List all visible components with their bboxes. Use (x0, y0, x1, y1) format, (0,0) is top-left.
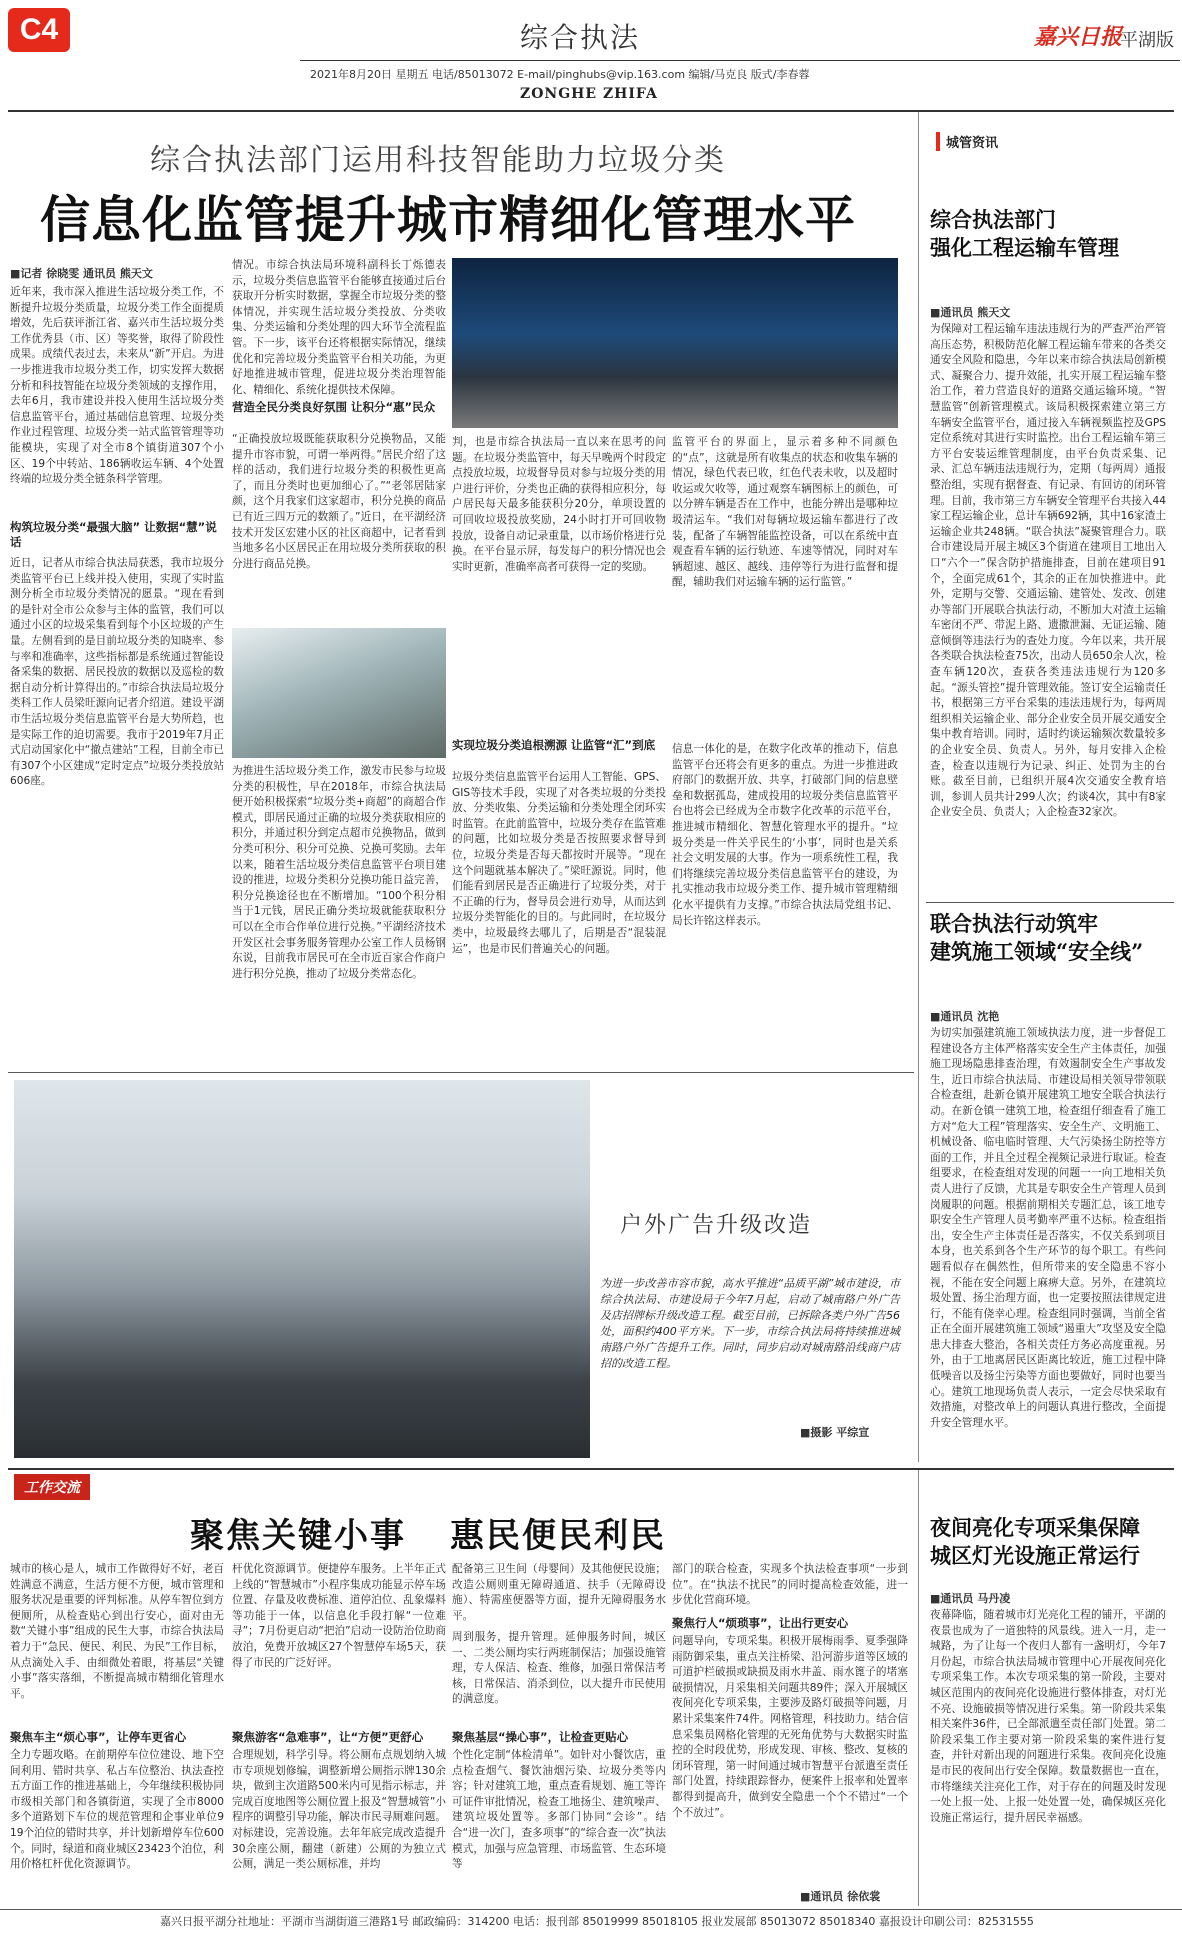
garbage-station-photo (232, 628, 446, 758)
sidebar-story3-byline: ■通讯员 马丹凌 (930, 1592, 1011, 1605)
main-col2: 情况。市综合执法局环境科副科长丁烁德表示，垃圾分类信息监管平台能够直接通过后台获取开分析实时数据，掌握全市垃圾分类的整体情况，并实现生活垃圾分类投放、分类收集、分类运输和分类处理的四大环节全流程监管。下一步，该平台还将根据实际情况，继续优化和完善垃圾分类监管平台相关功能，为更好地推进城市管理，促进垃圾分类治理智能化、精细化、系统化提供技术保障。 (232, 259, 446, 396)
bottom-col2: 杆优化资源调节。便捷停车服务。上半年正式上线的“智慧城市”小程序集成功能显示停车场位置、存量及收费标准、道停泊位、乱象爆料等功能于一体，以信息化手段打解“一位难寻”；7月份更启动“把泊”启动一设防治位助商放泊，免费开放城区27个智慧停车场5天，获得了市民的广泛好评。 (232, 1563, 446, 1669)
sidebar-story1-body: 为保障对工程运输车违法违规行为的严查严治严管高压态势，积极防范化解工程运输车带来的各类交通安全风险和隐患，今年以来市综合执法局创新模式、凝聚合力、提升效能，扎实开展工程运输车整治工作，着力营造良好的道路交通运输环境。“智慧监管”创新管理模式。该局积极探索建立第三方车辆安全监管平台，通过接入车辆视频监控及GPS定位系统对其进行实时监控。出台工程运输车第三方平台安装运维管理制度，由平台负责采集、记录、汇总车辆违法违规行为，定期（每两周）通报整治组，实现有据督查、有记录、有回访的闭环管理。目前，我市第三方车辆安全管理平台共接入44家工程运输企业，总计车辆692辆，其中16家渣土运输企业共248辆。“联合执法”凝聚管理合力。联合市建设局开展主城区3个街道在建项目工地出入口“六个一”保含防护措施排查，目前在建项目91个，全面完成61个，其余的正在加快推进中。此外，定期与交警、交通运输、建管处、发改、创建办等部门开展联合执法行动，不断加大对渣土运输车密闭不严、带泥上路、遗撒泄漏、无证运输、随意倾倒等违法行为的查处力度。今年以来，共开展各类联合执法检查75次，出动人员650余人次，检查车辆120次，查获各类违法违规行为120多起。“源头管控”提升管理效能。签订安全运输责任书，根据第三方平台采集的违法违规行为，每两周组织相关运输企业、部分企业安全员开展交通安全集中教育培训。同时，适时约谈运输频次数量较多的企业安全员、负责人。另外，每月安排入企检查，检查以违规行为记录、纠正、处罚为主的台账。截至目前，已组织开展4次交通安全教育培训，参训人员共计299人次；约谈4次，其中有8家企业安全员、负责人；入企检查32家次。 (930, 323, 1166, 819)
main-col2-subhead: 营造全民分类良好氛围 让积分“惠”民众 (232, 400, 436, 414)
sidebar-story1-head1: 综合执法部门 (930, 207, 1056, 232)
main-col2-body2: 为推进生活垃圾分类工作，激发市民参与垃圾分类的积极性，早在2018年，市综合执法局便开始积极探索“垃圾分类+商超”的商超合作模式，即居民通过正确的垃圾分类获取相应的积分，并通过积分到定点超市兑换物品，做到分类可积分、积分可兑换、兑换可奖励。去年以来，随着生活垃圾分类信息监管平台项目建设的推进，垃圾分类积分兑换功能日益完善，积分兑换途径也在不断增加。“100个积分相当于1元钱，居民正确分类垃圾就能获取积分可以在全市合作单位进行兑换。”平湖经济技术开发区社会事务服务管理办公室工作人员杨钢东说，目前我市居民可在全市近百家合作商户进行积分兑换，推动了垃圾分类常态化。 (232, 765, 446, 980)
sidebar-story3-head1: 夜间亮化专项采集保障 (930, 1515, 1140, 1540)
sidebar-story2-head2: 建筑施工领域“安全线” (930, 939, 1144, 964)
sidebar-story1-head2: 强化工程运输车管理 (930, 235, 1119, 260)
bottom-col4: 部门的联合检查，实现多个执法检查事项“一步到位”。在“执法不扰民”的同时提高检查效能，进一步优化营商环境。 (672, 1563, 908, 1607)
main-col3-body: 垃圾分类信息监管平台运用人工智能、GPS、GIS等技术手段，实现了对各类垃圾的分类投放、分类收集、分类运输和分类处理全闭环实时监管。在此前监管中，垃圾分类存在监管难的问题，比如垃圾分类是否按照要求督导到位，垃圾分类是否每天都按时开展等。“现在这个问题就基本解决了。”梁旺源说。同时，他们能看到居民是否正确进行了垃圾分类，对于不正确的行为，督导员会进行劝导，从而达到垃圾分类智能化的目的。与此同时，在垃圾分类中，垃圾最终去哪儿了，后期是否“混装混运”，也是市民们普遍关心的问题。 (452, 771, 666, 955)
edition-name: 平湖版 (1120, 30, 1174, 51)
masthead-rule (300, 60, 1180, 61)
bottom-col3-body: 个性化定制“体检清单”。如针对小餐饮店，重点检查烟气、餐饮油烟污染、垃圾分类等内容；针对建筑工地，重点查看规划、施工等许可证件审批情况，检查工地扬尘、建筑噪声、建筑垃圾处置等。多部门协同“会诊”。结合“进一次门，查多项事”的“综合查一次”执法模式，加强与应急管理、市场监管、生态环境等 (452, 1749, 666, 1871)
main-byline: ■记者 徐晓雯 通讯员 熊天文 (10, 267, 153, 280)
main-col2-body: “正确投放垃圾既能获取积分兑换物品，又能提升市容市貌，可谓一举两得。”居民介绍了这样的活动，我们进行垃圾分类的积极性更高了，而且分类时也更加细心了。”“老邻居陆家颜，这个月我家们这家超市，积分兑换的商品已有近三四万元的数额了。”近日，在平湖经济技术开发区宏建小区的社区商超中，记者看到当地多名小区居民正在用垃圾分类所获取的积分进行商品兑换。 (232, 433, 446, 570)
newspaper-logo: 嘉兴日报 (1033, 24, 1122, 50)
photo-top-rule (8, 1072, 914, 1073)
work-exchange-tag: 工作交流 (14, 1474, 90, 1500)
photo-caption: 为进一步改善市容市貌，高水平推进“品质平湖”城市建设，市综合执法局、市建设局于今年7月起，启动了城南路户外广告及店招牌标升级改造工程。截至目前，已拆除各类户外广告56处，面积约400平方米。下一步，市综合执法局将持续推进城南路户外广告提升工作。同时，同步启动对城南路沿线商户店招的改造工程。 (600, 1277, 900, 1370)
main-col1: 近年来，我市深入推进生活垃圾分类工作，不断提升垃圾分类质量，垃圾分类工作全面提质增效，先后获评浙江省、嘉兴市生活垃圾分类工作优秀县（市、区）等奖誉，取得了阶段性成果。成绩代表过去，未来从“新”开启。为进一步推进我市垃圾分类工作，切实发挥大数据分析和科技智能在垃圾分类领域的支撑作用，去年6月，我市建设并投入使用生活垃圾分类信息监管平台，通过基础信息管理、垃圾分类作业过程管理、垃圾分类一站式监管管理等功能模块，实现了对全市8个镇街道307个小区、19个中转站、186辆收运车辆、4个处置终端的垃圾分类全链条科学管理。 (10, 286, 224, 486)
sidebar-story2-byline: ■通讯员 沈艳 (930, 1010, 1000, 1023)
main-col1-subhead: 构筑垃圾分类“最强大脑” 让数据“慧”说话 (10, 520, 217, 549)
bottom-headline-1: 聚焦关键小事 (190, 1516, 406, 1556)
sidebar-tag: 城管资讯 (936, 132, 998, 151)
main-headline: 信息化监管提升城市精细化管理水平 (40, 190, 856, 249)
monitoring-center-photo (452, 258, 898, 428)
main-col3: 判，也是市综合执法局一直以来在思考的问题。在垃圾分类监管中，每天早晚两个时段定点投放垃圾，垃圾督导员对参与垃圾分类的用户进行评价，分类也正确的获得相应积分，每户居民每天最多能获积分20分，单项设置的可回收垃圾投放奖励，24小时打开可回收物投放，设备自动记录重量，以市场价格进行兑换。在平台显示屏，每发每户的积分情况也会实时更新，准确率高者可获得一定的奖励。 (452, 436, 666, 573)
bottom-col1: 城市的核心是人，城市工作做得好不好，老百姓满意不满意，生活方便不方便，城市管理和服务状况是重要的评判标准。从停车智位到方便厕所，从检查贴心到出行安心，面对由无数“关键小事”组成的民生大事，市综合执法局着力于“急民、便民、利民、为民”工作目标，从点滴处入手、由细微处着眼，将基层“关键小事”落实落细，不断提高城市精细化管理水平。 (10, 1563, 224, 1700)
sidebar-story3-body: 夜幕降临，随着城市灯光亮化工程的铺开，平湖的夜景也成为了一道独特的风景线。进入一月，走一城路，为了让每一个夜归人都有一盏明灯，今年7月份起，市综合执法局城市管理中心开展夜间亮化专项采集工作。本次专项采集的第一阶段，主要对城区范围内的夜间亮化设施进行整体排查，对灯光不亮、设施破损等情况进行采集。第一阶段共采集相关案件36件，已全部派遣至责任部门处置。第二阶段采集工作主要对第一阶段采集的案件进行复查，并针对新出现的问题进行采集。夜间亮化设施是市民的夜间出行安全保障。数量数据也一直在，市将继续关注亮化工作，对于存在的问题及时发现一处上报一处、上报一处处置一处，确保城区亮化设施正常运行，提升居民幸福感。 (930, 1609, 1166, 1824)
bottom-col3: 配备第三卫生间（母婴间）及其他便民设施；改造公厕则重无障碍通道、扶手（无障碍设施）、特需座便器等方面，提升无障碍服务水平。 (452, 1563, 666, 1622)
sidebar-story2-body: 为切实加强建筑施工领域执法力度，进一步督促工程建设各方主体严格落实安全生产主体责任，加强施工现场隐患排查治理，有效遏制安全生产事故发生，近日市综合执法局、市建设局相关领导带领联合检查组，赴新仓镇开展建筑工地安全联合执法行动。在新仓镇一建筑工地，检查组仔细查看了施工方对“危大工程”管理落实、安全生产、文明施工、机械设备、临电临时管理、大气污染扬尘防控等方面的工作，并且全过程全视频记录进行取证。检查组要求，在检查组对发现的问题一一向工地相关负责人进行了反馈，尤其是专职安全生产管理人员到岗履职的问题。根据前期相关专题汇总，该工地专职安全生产管理人员考勤率严重不达标。检查组指出，安全生产主体责任是否落实，不仅关系到项目本身，也关系到各个生产环节的每个职工。有些问题看似存在偶然性，但所带来的安全隐患不容小视，不能在安全问题上麻痹大意。另外，在建筑垃圾处置、扬尘治理方面，也一定要按照法律规定进行，不能有侥幸心理。检查组同时强调，当前全省正在全面开展建筑施工领域“遏重大”攻坚及安全隐患大排查大整治，各相关责任方务必高度重视。另外，由于工地离居民区距离比较近，施工过程中降低噪音以及扬尘污染等方面也要做好，同时也要当心。建筑工地现场负责人表示，一定会尽快采取有效措施，对整改单上的问题认真进行整改，全面提升安全管理水平。 (930, 1027, 1166, 1429)
section-pinyin: ZONGHE ZHIFA (520, 86, 658, 102)
sidebar-divider (918, 112, 919, 1462)
bottom-col2-subhead: 聚焦游客“急难事”，让“方便”更舒心 (232, 1730, 424, 1744)
bottom-col1-subhead: 聚焦车主“烦心事”，让停车更省心 (10, 1730, 187, 1744)
section-title: 综合执法 (520, 21, 641, 54)
main-col4-body: 信息一体化的是，在数字化改革的推动下，信息监管平台还将会有更多的重点。为进一步推进政府部门的数据开放、共享，打破部门间的信息壁垒和数据孤岛，建成投用的垃圾分类信息监管平台也将会已经成为全市数字化改革的示范平台，推进城市精细化、智慧化管理水平的提升。“垃圾分类是一件关乎民生的‘小事’，同时也是关系社会文明发展的大事。作为一项系统性工程，我们将继续完善垃圾分类信息监管平台的建设，为扎实推动我市垃圾分类工作、提升城市管理精细化水平提供有力支撑。”市综合执法局党组书记、局长许铭这样表示。 (672, 743, 898, 927)
bottom-col4-subhead: 聚焦行人“烦琐事”，让出行更安心 (672, 1616, 849, 1630)
bottom-col2-body: 合理规划，科学引导。将公厕布点规划纳入城市专项规划修编，调整新增公厕指示牌130余块，做到主次道路500米内可见指示标志，并完成百度地图等公厕位置上报及“智慧城管”小程序的调整引导功能，解决市民寻厕难问题。对标建设，完善设施。去年年底完成改造提升30余座公厕，翻建（新建）公厕的为独立式公厕，满足一类公厕标准，并均 (232, 1749, 446, 1871)
sidebar-story2-head1: 联合执法行动筑牢 (930, 911, 1098, 936)
main-col3-subhead: 实现垃圾分类追根溯源 让监管“汇”到底 (452, 738, 656, 752)
bottom-rule (8, 1468, 1174, 1470)
top-rule (8, 110, 1174, 112)
footer-contact: 嘉兴日报平湖分社地址：平湖市当湖街道三港路1号 邮政编码：314200 电话：报刊部 85019999 85018105 报业发展部 85013072 85018340 嘉报设计印刷公司：82531555 (0, 1909, 1182, 1933)
outdoor-ad-photo (14, 1080, 590, 1458)
main-col1-body: 近日，记者从市综合执法局获悉，我市垃圾分类监管平台已上线并投入使用，实现了实时监测分析全市垃圾分类情况的愿景。“现在看到的是针对全市公众参与主体的监管，我们可以通过小区的垃圾采集看到每个小区垃圾的产生量。左侧看到的是目前垃圾分类的知晓率、参与率和准确率，这些指标都是系统通过智能设备采集的数据、居民投放的数据以及巡检的数据自动分析计算得出的。”市综合执法局垃圾分类科工作人员梁旺源向记者介绍道。建设平湖市生活垃圾分类信息监管平台是大势所趋，也是实际工作的迫切需要。我市于2019年7月正式启动国家化中“撤点建站”工程，目前全市已有307个小区建成“定时定点”垃圾分类投放站606座。 (10, 557, 224, 788)
bottom-sidebar-divider (918, 1470, 919, 1906)
bottom-col3-subhead: 聚焦基层“操心事”，让检查更贴心 (452, 1730, 629, 1744)
bottom-col3-service: 周到服务，提升管理。延伸服务时间，城区一、二类公厕均实行两班制保洁；加强设施管理，专人保洁、检查、维修，加强日常保洁考核，日常保洁、消杀到位，以大提升市民使用的满意度。 (452, 1631, 666, 1706)
issue-meta: 2021年8月20日 星期五 电话/85013072 E-mail/pinghubs@vip.163.com 编辑/马克良 版式/李春蓉 (310, 68, 810, 81)
sidebar-rule-1 (926, 902, 1174, 903)
bottom-headline-2: 惠民便民利民 (450, 1516, 666, 1556)
sidebar-story1-byline: ■通讯员 熊天文 (930, 306, 1011, 319)
main-col4: 监管平台的界面上，显示着多种不同颜色的“点”，这就是所有收集点的状态和收集车辆的情况，绿色代表已收，红色代表未收，以及超时收运或欠收等，通过观察车辆图标上的颜色，可以分辨车辆是否在工作中，也能分辨出是哪种垃圾清运车。“我们对每辆垃圾运输车都进行了改装，配备了车辆智能监控设备，可以在系统中直观查看车辆的运行轨迹、车速等情况，同时对车辆超速、越区、越线、违停等行为进行监督和提醒，辅助我们对运输车辆的运行监管。” (672, 436, 898, 589)
bottom-col1-body: 全力专题攻略。在前期停车位位建设、地下空间利用、错时共享、私占车位整治、执法查控五方面工作的推进基础上，今年继续积极协同市级相关部门和各镇街道，实现了全市8000多个道路划下车位的规范管理和企事业单位919个泊位的错时共享，并计划新增停车位600个。同时，绿道和商业城区23423个泊位，利用价格杠杆优化资源调节。 (10, 1749, 224, 1871)
photo-title: 户外广告升级改造 (620, 1213, 813, 1238)
sidebar-story3-head2: 城区灯光设施正常运行 (930, 1543, 1140, 1568)
bottom-col4-body: 问题导向，专项采集。积极开展梅雨季、夏季强降雨防御采集，重点关注桥梁、沿河游步道等区域的可道护栏破损或缺损及雨水井盖、雨水篦子的堵塞破损情况，月采集相关问题共89件；深入开展城区夜间亮化专项采集，主要涉及路灯破损等问题，月累计采集案件74件。网格管理，科技助力。结合信息采集员网格化管理的无死角优势与大数据实时监控的全时段优势，形成发现、审核、整改、复核的闭环管理，第一时间通过城市智慧平台派遣至责任部门处置，持续跟踪督办，便案件上报率和处置率都得到提高升，做到安全隐患一个个不错过“一个个不放过”。 (672, 1635, 908, 1819)
main-kicker: 综合执法部门运用科技智能助力垃圾分类 (150, 143, 726, 178)
page-number-tag: C4 (8, 8, 70, 52)
bottom-col4-credit: ■通讯员 徐依裳 (800, 1890, 881, 1903)
photo-credit: ■摄影 平综宣 (800, 1426, 870, 1439)
